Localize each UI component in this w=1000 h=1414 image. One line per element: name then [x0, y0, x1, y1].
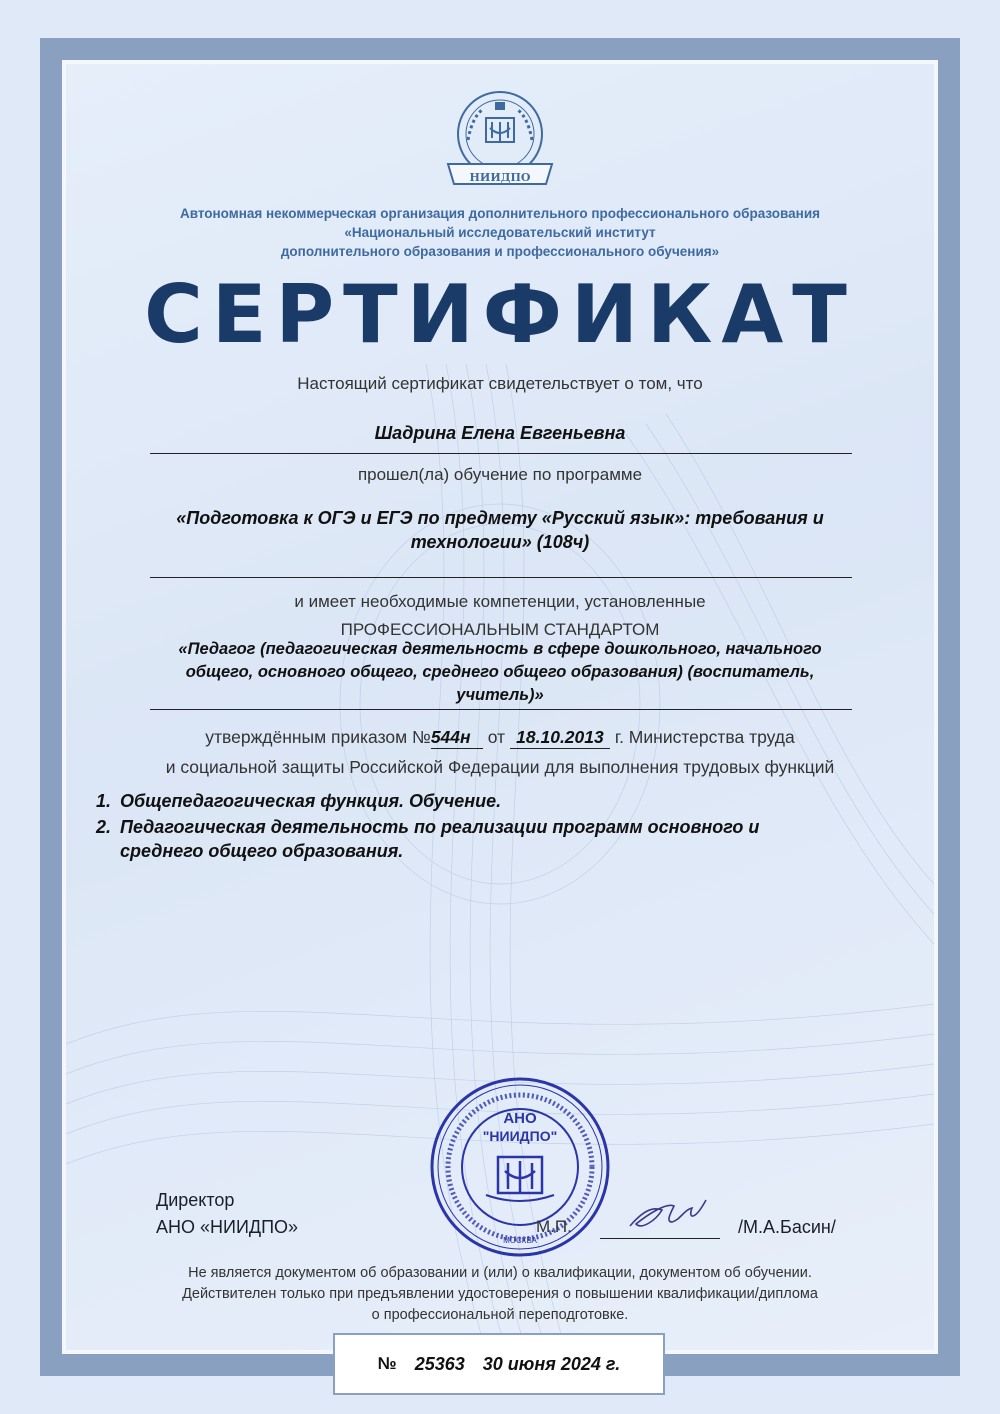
program-line-1: «Подготовка к ОГЭ и ЕГЭ по предмету «Русский язык»: требования и	[176, 508, 824, 528]
standard-line-3: учитель)»	[456, 686, 544, 704]
stamp-city: МОСКВА	[503, 1236, 537, 1245]
order-suffix: г. Министерства труда	[614, 727, 795, 747]
function-1-number: 1.	[96, 791, 112, 811]
function-1-text: Общепедагогическая функция. Обучение.	[120, 791, 502, 811]
stamp-text-1: АНО	[503, 1110, 537, 1127]
registration-number: 25363	[414, 1353, 465, 1374]
order-number: 544н	[431, 727, 483, 749]
director-title: Директор	[156, 1190, 235, 1210]
function-2-text-line-2: среднего общего образования.	[120, 841, 404, 861]
handwritten-signature-icon	[622, 1192, 712, 1238]
signature-line	[600, 1238, 720, 1239]
disclaimer-line-3: о профессиональной переподготовке.	[371, 1307, 629, 1323]
organization-line-2: «Национальный исследовательский институт	[344, 225, 656, 240]
signer-name: /М.А.Басин/	[738, 1217, 836, 1237]
organization-line-3: дополнительного образования и профессионального обучения»	[280, 244, 720, 259]
order-line-1	[0, 727, 1000, 749]
disclaimer-line-2: Действителен только при предъявлении удостоверения о повышении квалификации/диплома	[182, 1286, 818, 1302]
director-organization: АНО «НИИДПО»	[156, 1217, 299, 1237]
logo-text: НИИДПО	[469, 171, 531, 184]
number-symbol: №	[377, 1354, 397, 1373]
seal-place-label: М.П.	[536, 1217, 572, 1236]
standard-line-1: «Педагог (педагогическая деятельность в сфере дошкольного, начального	[178, 640, 822, 658]
function-2-text-line-1: Педагогическая деятельность по реализации программ основного и	[120, 817, 760, 837]
organization-line-1: Автономная некоммерческая организация дополнительного профессионального образования	[179, 206, 821, 221]
stamp-text-2: "НИИДПО"	[482, 1128, 558, 1144]
standard-line-2: общего, основного общего, среднего общего образования) (воспитатель,	[185, 663, 815, 681]
order-prefix: утверждённым приказом №	[205, 727, 431, 747]
trained-label: прошел(ла) обучение по программе	[357, 465, 643, 484]
function-2-number: 2.	[96, 817, 112, 837]
order-line-2: и социальной защиты Российской Федерации для выполнения трудовых функций	[165, 757, 835, 777]
official-stamp	[428, 1075, 612, 1259]
registration-box	[333, 1333, 665, 1395]
order-from: от	[487, 727, 506, 747]
recipient-underline	[150, 453, 852, 454]
order-date: 18.10.2013	[510, 727, 610, 749]
program-line-2: технологии» (108ч)	[410, 532, 590, 552]
standard-underline	[150, 709, 852, 710]
recipient-name: Шадрина Елена Евгеньевна	[374, 423, 626, 443]
certificate-title: СЕРТИФИКАТ	[144, 268, 856, 361]
issue-date: 30 июня 2024 г.	[482, 1353, 621, 1374]
disclaimer-line-1: Не является документом об образовании и (или) о квалификации, документом об обучении.	[188, 1265, 812, 1281]
program-underline	[150, 577, 852, 578]
competence-label: и имеет необходимые компетенции, установленные	[294, 592, 706, 611]
intro-text: Настоящий сертификат свидетельствует о том, что	[297, 374, 703, 393]
standard-label: ПРОФЕССИОНАЛЬНЫМ СТАНДАРТОМ	[340, 620, 660, 639]
